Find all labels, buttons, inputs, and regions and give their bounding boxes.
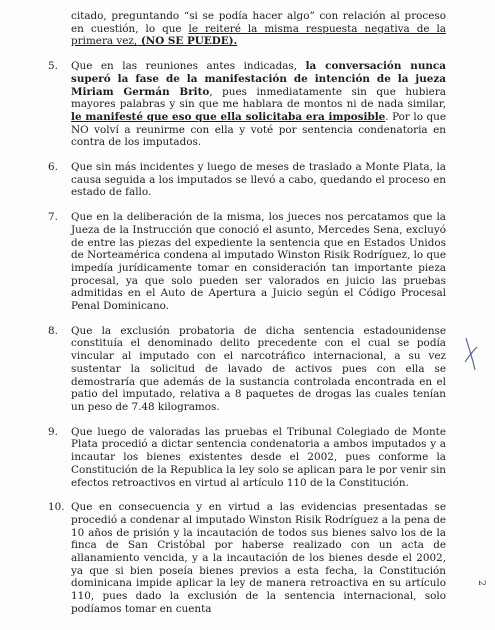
paragraph-text: Que sin más incidentes y luego de meses de traslado a Monte Plata, la causa seguida a los imputados se llevó a cabo, quedando el proceso en estado de fallo. — [71, 161, 446, 199]
page-number: 2 — [475, 580, 486, 586]
paragraph-number: 7. — [48, 211, 58, 224]
intro-paragraph — [71, 10, 446, 48]
intro-underlined-text: le reiteré la misma respuesta negativa de la primera vez, — [71, 22, 446, 48]
bold-underlined-text: le manifesté que eso que ella solicitaba era imposible — [71, 110, 386, 123]
bold-text: la conversación nunca superó la fase de la manifestación de intención de la jueza Miriam Germán Brito — [71, 60, 446, 98]
paragraph-number: 8. — [48, 324, 58, 337]
numbered-paragraph-9 — [48, 426, 446, 490]
numbered-paragraph-5 — [48, 60, 446, 149]
intro-bold-text: (NO SE PUEDE). — [137, 35, 238, 48]
numbered-paragraph-6 — [48, 161, 446, 199]
paragraph-number: 5. — [48, 60, 58, 73]
paragraph-number: 10. — [48, 501, 65, 514]
text-segment: Que en las reuniones antes indicadas, — [71, 60, 306, 73]
handwritten-margin-mark — [463, 336, 479, 372]
document-body — [48, 10, 446, 616]
paragraph-number: 9. — [48, 425, 58, 438]
paragraph-text — [71, 60, 446, 149]
paragraph-text: Que la exclusión probatoria de dicha sentencia estadounidense constituía el denominado delito precedente con el cual se podía vincular al imputado con el narcotráfico internacional, a su vez sustentar la solicitud de lavado de activos pues con ella se demostraría que además de la sustancia controlada encontrada en el patio del imputado, relativa a 8 paquetes de drogas las cuales tenían un peso de 7.48 kilogramos. — [71, 324, 446, 413]
numbered-paragraph-7 — [48, 211, 446, 313]
intro-text: citado, preguntando “si se podía hacer algo” con relación al proceso en cuestión, lo que — [71, 10, 446, 35]
numbered-paragraph-8 — [48, 325, 446, 414]
paragraph-text: Que en la deliberación de la misma, los jueces nos percatamos que la Jueza de la Instrucción que conoció el asunto, Mercedes Sena, excluyó de entre las piezas del expediente la sentencia que en Estados Unidos de Norteamérica condena al imputado Winston Risik Rodríguez, lo que impedía jurídicamente tomar en consideración tan importante pieza procesal, ya que solo pueden ser valorados en juicio las pruebas admitidas en el Auto de Apertura a Juicio según el Código Procesal Penal Dominicano. — [71, 211, 446, 313]
numbered-paragraph-10 — [48, 501, 446, 615]
text-segment: , pues inmediatamente sin que hubiera mayores palabras y sin que me hablara de montos ni de nada similar, — [71, 85, 446, 111]
paragraph-number: 6. — [48, 161, 58, 174]
paragraph-text: Que en consecuencia y en virtud a las evidencias presentadas se procedió a condenar al imputado Winston Risik Rodríguez a la pena de 10 años de prisión y la incautación de todos sus bienes salvo los de la finca de San Cristóbal por haberse realizado con un acta de allanamiento vencida, y a la incautación de los bienes desde el 2002, ya que si bien poseía bienes previos a esta fecha, la Constitución dominicana impide aplicar la ley de manera retroactiva en su artículo 110, pues dado la exclusión de la sentencia internacional, solo podíamos tomar en cuenta — [71, 501, 446, 615]
paragraph-text: Que luego de valoradas las pruebas el Tribunal Colegiado de Monte Plata procedió a dictar sentencia condenatoria a ambos imputados y a incautar los bienes existentes desde el 2002, pues conforme la Constitución de la Republica la ley solo se aplican para le por venir sin efectos retroactivos en virtud al artículo 110 de la Constitución. — [71, 425, 446, 489]
text-segment: . Por lo que NO volví a reunirme con ella y voté por sentencia condenatoria en contra de los imputados. — [71, 110, 446, 149]
